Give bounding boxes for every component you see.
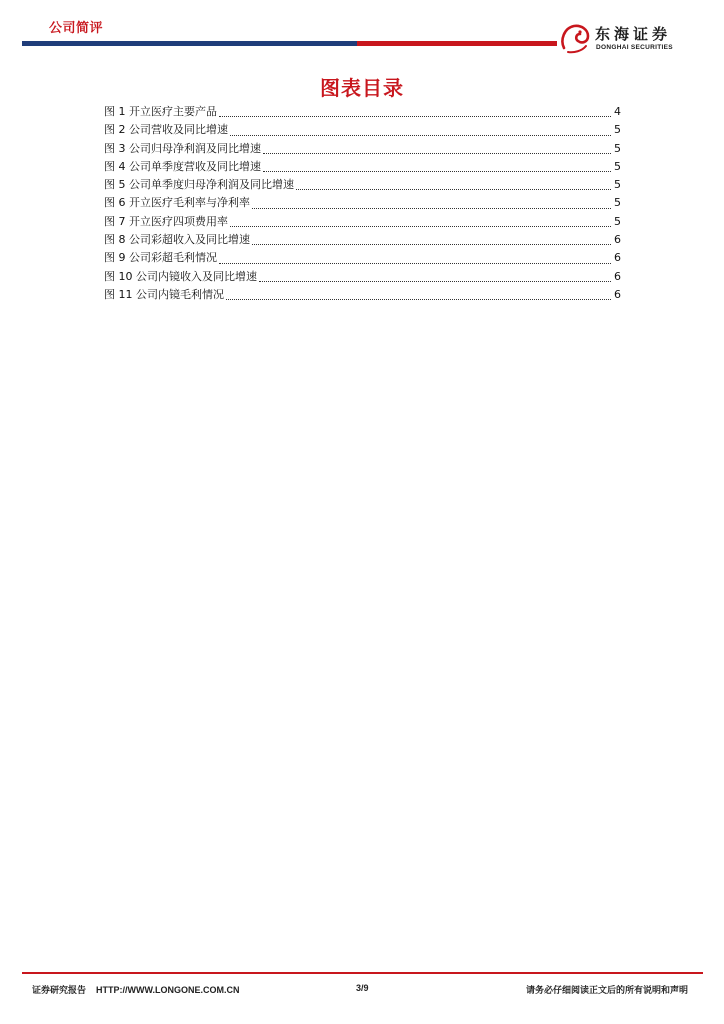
- logo-english-name: DONGHAI SECURITIES: [596, 44, 673, 51]
- toc-leader-dots: [252, 243, 611, 245]
- report-type-tag: 公司简评: [49, 21, 104, 36]
- toc-entry-page: 5: [614, 159, 621, 173]
- toc-entry-5[interactable]: [104, 176, 621, 194]
- footer-rule: [22, 972, 703, 974]
- dragon-logo-icon: [558, 22, 592, 56]
- footer-disclaimer: 请务必仔细阅读正文后的所有说明和声明: [525, 986, 688, 996]
- toc-leader-dots: [263, 152, 611, 154]
- toc-entry-11[interactable]: [104, 286, 621, 304]
- toc-entry-page: 5: [614, 141, 621, 155]
- toc-leader-dots: [230, 134, 611, 136]
- figure-table-of-contents: [104, 103, 621, 304]
- toc-leader-dots: [252, 207, 611, 209]
- toc-entry-page: 5: [614, 214, 621, 228]
- toc-entry-page: 5: [614, 123, 621, 137]
- toc-leader-dots: [296, 188, 611, 190]
- toc-entry-label: 图 5 公司单季度归母净利润及同比增速: [104, 178, 294, 192]
- toc-entry-label: 图 11 公司内镜毛利情况: [104, 287, 224, 301]
- toc-entry-label: 图 10 公司内镜收入及同比增速: [104, 269, 257, 283]
- toc-entry-7[interactable]: [104, 213, 621, 231]
- toc-entry-page: 4: [614, 105, 621, 118]
- toc-entry-2[interactable]: [104, 121, 621, 139]
- toc-entry-page: 6: [614, 287, 621, 301]
- toc-entry-page: 6: [614, 251, 621, 265]
- footer-report-label: 证券研究报告: [32, 985, 87, 995]
- toc-leader-dots: [259, 280, 611, 282]
- toc-leader-dots: [226, 298, 611, 300]
- logo-chinese-name: 东海证券: [595, 25, 672, 43]
- toc-entry-label: 图 4 公司单季度营收及同比增速: [104, 159, 261, 173]
- toc-entry-6[interactable]: [104, 194, 621, 212]
- toc-entry-label: 图 3 公司归母净利润及同比增速: [104, 141, 261, 155]
- toc-entry-page: 5: [614, 178, 621, 192]
- header-rule-red: [357, 41, 557, 46]
- toc-title: 图表目录: [320, 76, 404, 100]
- toc-entry-label: 图 6 开立医疗毛利率与净利率: [104, 196, 250, 210]
- toc-leader-dots: [219, 115, 611, 117]
- toc-leader-dots: [263, 170, 611, 172]
- toc-entry-1[interactable]: [104, 103, 621, 121]
- toc-entry-label: 图 1 开立医疗主要产品: [104, 105, 217, 118]
- footer-website-link[interactable]: HTTP://WWW.LONGONE.COM.CN: [96, 985, 240, 995]
- footer-left: [32, 983, 240, 996]
- toc-entry-9[interactable]: [104, 249, 621, 267]
- toc-entry-page: 5: [614, 196, 621, 210]
- toc-entry-label: 图 8 公司彩超收入及同比增速: [104, 233, 250, 247]
- toc-entry-label: 图 2 公司营收及同比增速: [104, 123, 228, 137]
- toc-entry-10[interactable]: [104, 268, 621, 286]
- page-number: 3/9: [356, 983, 369, 993]
- toc-entry-4[interactable]: [104, 158, 621, 176]
- toc-entry-3[interactable]: [104, 140, 621, 158]
- toc-entry-8[interactable]: [104, 231, 621, 249]
- toc-entry-label: 图 7 开立医疗四项费用率: [104, 214, 228, 228]
- toc-leader-dots: [219, 262, 611, 264]
- toc-entry-page: 6: [614, 233, 621, 247]
- toc-leader-dots: [230, 225, 611, 227]
- header-rule-blue: [22, 41, 357, 46]
- company-logo: [558, 22, 708, 56]
- toc-entry-page: 6: [614, 269, 621, 283]
- toc-entry-label: 图 9 公司彩超毛利情况: [104, 251, 217, 265]
